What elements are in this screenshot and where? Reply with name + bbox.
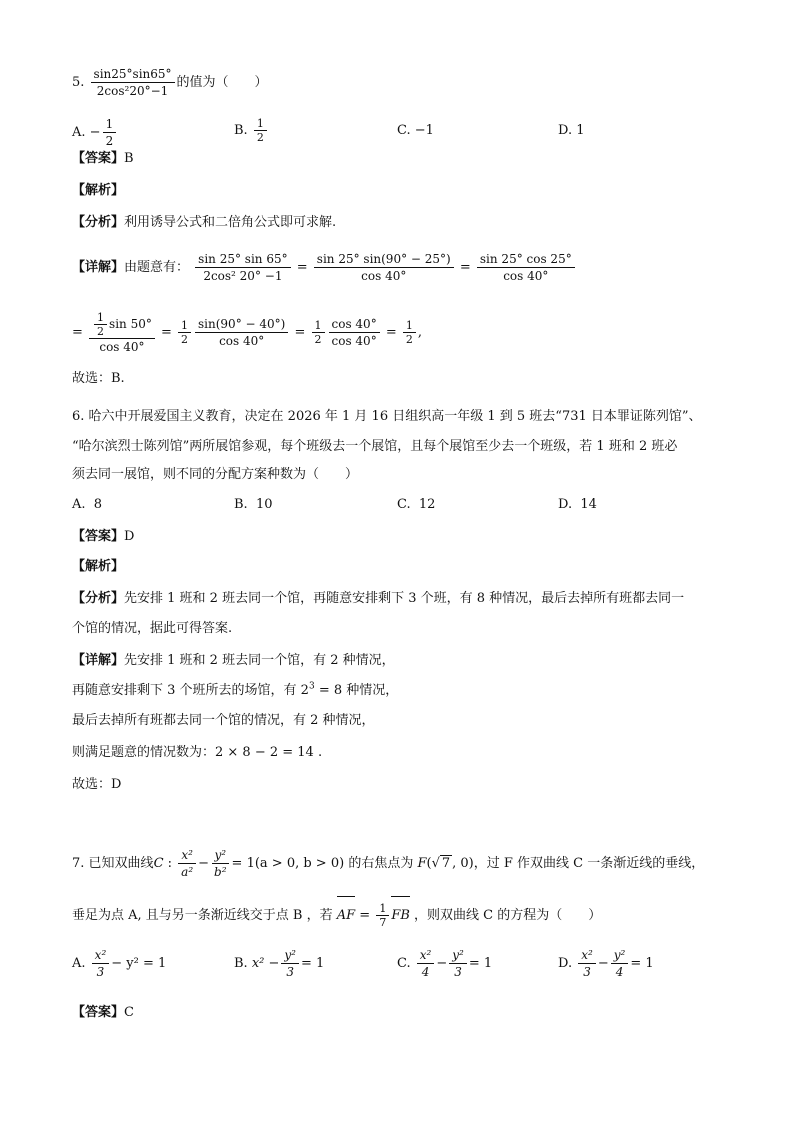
q6-analysis-heading: 【解析】 xyxy=(72,559,125,574)
q5-analysis-heading: 【解析】 xyxy=(72,183,125,198)
q5-stem-fraction: $\frac{\sin 25^\circ\sin 65^\circ}{\text{2cos²20°−1}}$ xyxy=(91,66,175,99)
q6-fenxi-line2: 个馆的情况，据此可得答案. xyxy=(72,621,233,636)
q6-option-a: A. 8 xyxy=(72,497,103,512)
q5-fenxi: 【分析】利用诱导公式和二倍角公式即可求解. xyxy=(72,215,337,230)
vector-af: AF xyxy=(337,898,355,934)
q5-answer: 【答案】B xyxy=(72,151,134,166)
q6-option-d: D. 14 xyxy=(558,497,597,512)
q5-option-d: D. 1 xyxy=(558,123,585,138)
q6-detail-line2: 再随意安排剩下 3 个班所去的场馆，有 $2^3 = 8$ 种情况， xyxy=(72,681,399,698)
q6-fenxi-line1: 【分析】先安排 1 班和 2 班去同一个馆，再随意安排剩下 3 个班，有 8 种情况，最后去掉所有班都去同一 xyxy=(72,591,685,606)
q5-detail-eq2: = $\frac{1}{2}$ sin 50° cos 40° = $\frac{1}{2}$ $\frac{\sin(90^\circ - 40^\circ)}{\cos 40^\circ}$ = $\frac{1}{2}$ $\frac{\cos 40^\circ}{\cos 40^\circ}$ = $\frac{1}{2}$ , xyxy=(72,310,422,354)
q6-detail-line3: 最后去掉所有班都去同一个馆的情况，有 2 种情况， xyxy=(72,713,375,728)
q7-stem-line1: 7. 已知双曲线C : $\frac{\text{x²}}{\text{a²}}$ − $\frac{\text{y²}}{\text{b²}}$ = 1(a > 0, b > 0) 的右焦点为 F(√ 7 , 0)，过 F 作双曲线 C 一条渐近线的垂线， xyxy=(72,848,705,879)
q6-detail-line1: 【详解】先安排 1 班和 2 班去同一个馆，有 2 种情况， xyxy=(72,653,395,668)
q6-conclusion: 故选：D xyxy=(72,777,122,792)
q6-stem-line3: 须去同一展馆，则不同的分配方案种数为（ ） xyxy=(72,467,359,482)
q5-option-b: B. $\frac{1}{2}$ xyxy=(234,116,269,146)
q5-conclusion: 故选：B. xyxy=(72,371,125,386)
q5-stem: 5. $\frac{\sin 25^\circ\sin 65^\circ}{\text{2cos²20°−1}}$ 的值为（ ） xyxy=(72,67,268,98)
vector-fb: FB xyxy=(391,898,410,934)
q7-option-d: D. $\frac{\text{x²}}{3}$ − $\frac{\text{y²}}{4}$ = 1 xyxy=(558,948,654,979)
q7-stem-line2: 垂足为点 A, 且与另一条渐近线交于点 B ，若 AF = $\frac{1}{7}$ FB ，则双曲线 C 的方程为（ ） xyxy=(72,898,601,934)
q5-option-a: A. − $\frac{1}{2}$ xyxy=(72,116,118,149)
q7-option-b: B. x² − $\frac{\text{y²}}{3}$ = 1 xyxy=(234,948,325,979)
q6-option-c: C. 12 xyxy=(397,497,436,512)
q5-detail-eq1: 【详解】由题意有： $\frac{\sin 25^\circ \sin 65^\circ}{\text{2cos² 20° −1}}$ = $\frac{\sin 25^\circ \sin(90^\circ - 25^\circ)}{\cos 40^\circ}$ = $\frac{\sin 25^\circ \cos 25^\circ}{\cos 40^\circ}$ xyxy=(72,250,577,286)
q6-answer: 【答案】D xyxy=(72,529,135,544)
q6-option-b: B. 10 xyxy=(234,497,273,512)
q7-option-c: C. $\frac{\text{x²}}{4}$ − $\frac{\text{y²}}{3}$ = 1 xyxy=(397,948,493,979)
q6-stem-line2: “哈尔滨烈士陈列馆”两所展馆参观，每个班级去一个展馆，且每个展馆至少去一个班级，若 1 班和 2 班必 xyxy=(72,439,678,454)
q5-option-c: C. −1 xyxy=(397,123,434,138)
q7-option-a: A. $\frac{\text{x²}}{3}$ − y² = 1 xyxy=(72,948,167,979)
q6-stem-line1: 6. 哈六中开展爱国主义教育，决定在 2026 年 1 月 16 日组织高一年级 1 到 5 班去“731 日本罪证陈列馆”、 xyxy=(72,409,702,424)
q7-answer: 【答案】C xyxy=(72,1005,134,1020)
q6-detail-line4: 则满足题意的情况数为：2 × 8 − 2 = 14 . xyxy=(72,745,323,760)
